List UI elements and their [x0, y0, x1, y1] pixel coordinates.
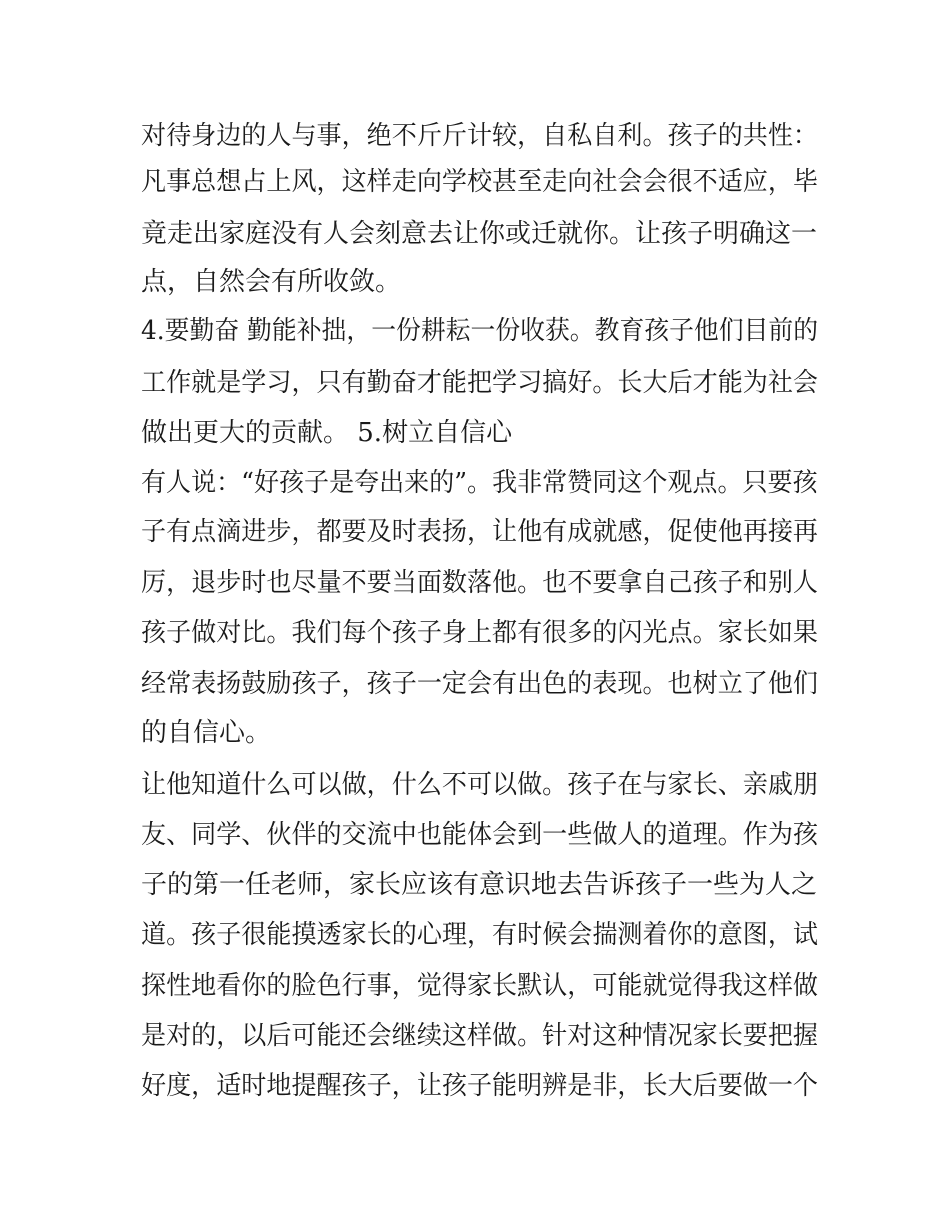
text-line: 探性地看你的脸色行事，觉得家长默认，可能就觉得我这样做	[141, 971, 819, 1001]
text-line: 子有点滴进步，都要及时表扬，让他有成就感，促使他再接再	[141, 517, 819, 547]
text-line: 的自信心。	[141, 718, 272, 748]
text-line: 有人说：“好孩子是夸出来的”。我非常赞同这个观点。只要孩	[141, 468, 818, 498]
text-line: 子的第一任老师，家长应该有意识地去告诉孩子一些为人之	[141, 870, 818, 900]
text-line: 经常表扬鼓励孩子，孩子一定会有出色的表现。也树立了他们	[141, 669, 819, 699]
text-line: 是对的，以后可能还会继续这样做。针对这种情况家长要把握	[141, 1021, 819, 1051]
text-line: 让他知道什么可以做，什么不可以做。孩子在与家长、亲戚朋	[141, 770, 819, 800]
text-line: 竟走出家庭没有人会刻意去让你或迁就你。让孩子明确这一	[141, 219, 818, 249]
text-line: 好度，适时地提醒孩子，让孩子能明辨是非，长大后要做一个	[141, 1071, 819, 1101]
text-line: 凡事总想占上风，这样走向学校甚至走向社会会很不适应，毕	[141, 167, 819, 197]
text-line: 工作就是学习，只有勤奋才能把学习搞好。长大后才能为社会	[141, 368, 819, 398]
text-line: 孩子做对比。我们每个孩子身上都有很多的闪光点。家长如果	[141, 618, 819, 648]
text-line: 4.要勤奋 勤能补拙，一份耕耘一份收获。教育孩子他们目前的	[141, 316, 819, 346]
text-line: 做出更大的贡献。 5.树立自信心	[141, 418, 513, 448]
text-line: 友、同学、伙伴的交流中也能体会到一些做人的道理。作为孩	[141, 820, 819, 850]
text-line: 道。孩子很能摸透家长的心理，有时候会揣测着你的意图，试	[141, 920, 819, 950]
text-line: 点，自然会有所收敛。	[141, 267, 402, 297]
text-line: 对待身边的人与事，绝不斤斤计较，自私自利。孩子的共性：	[141, 121, 819, 151]
text-line: 厉，退步时也尽量不要当面数落他。也不要拿自己孩子和别人	[141, 568, 819, 598]
